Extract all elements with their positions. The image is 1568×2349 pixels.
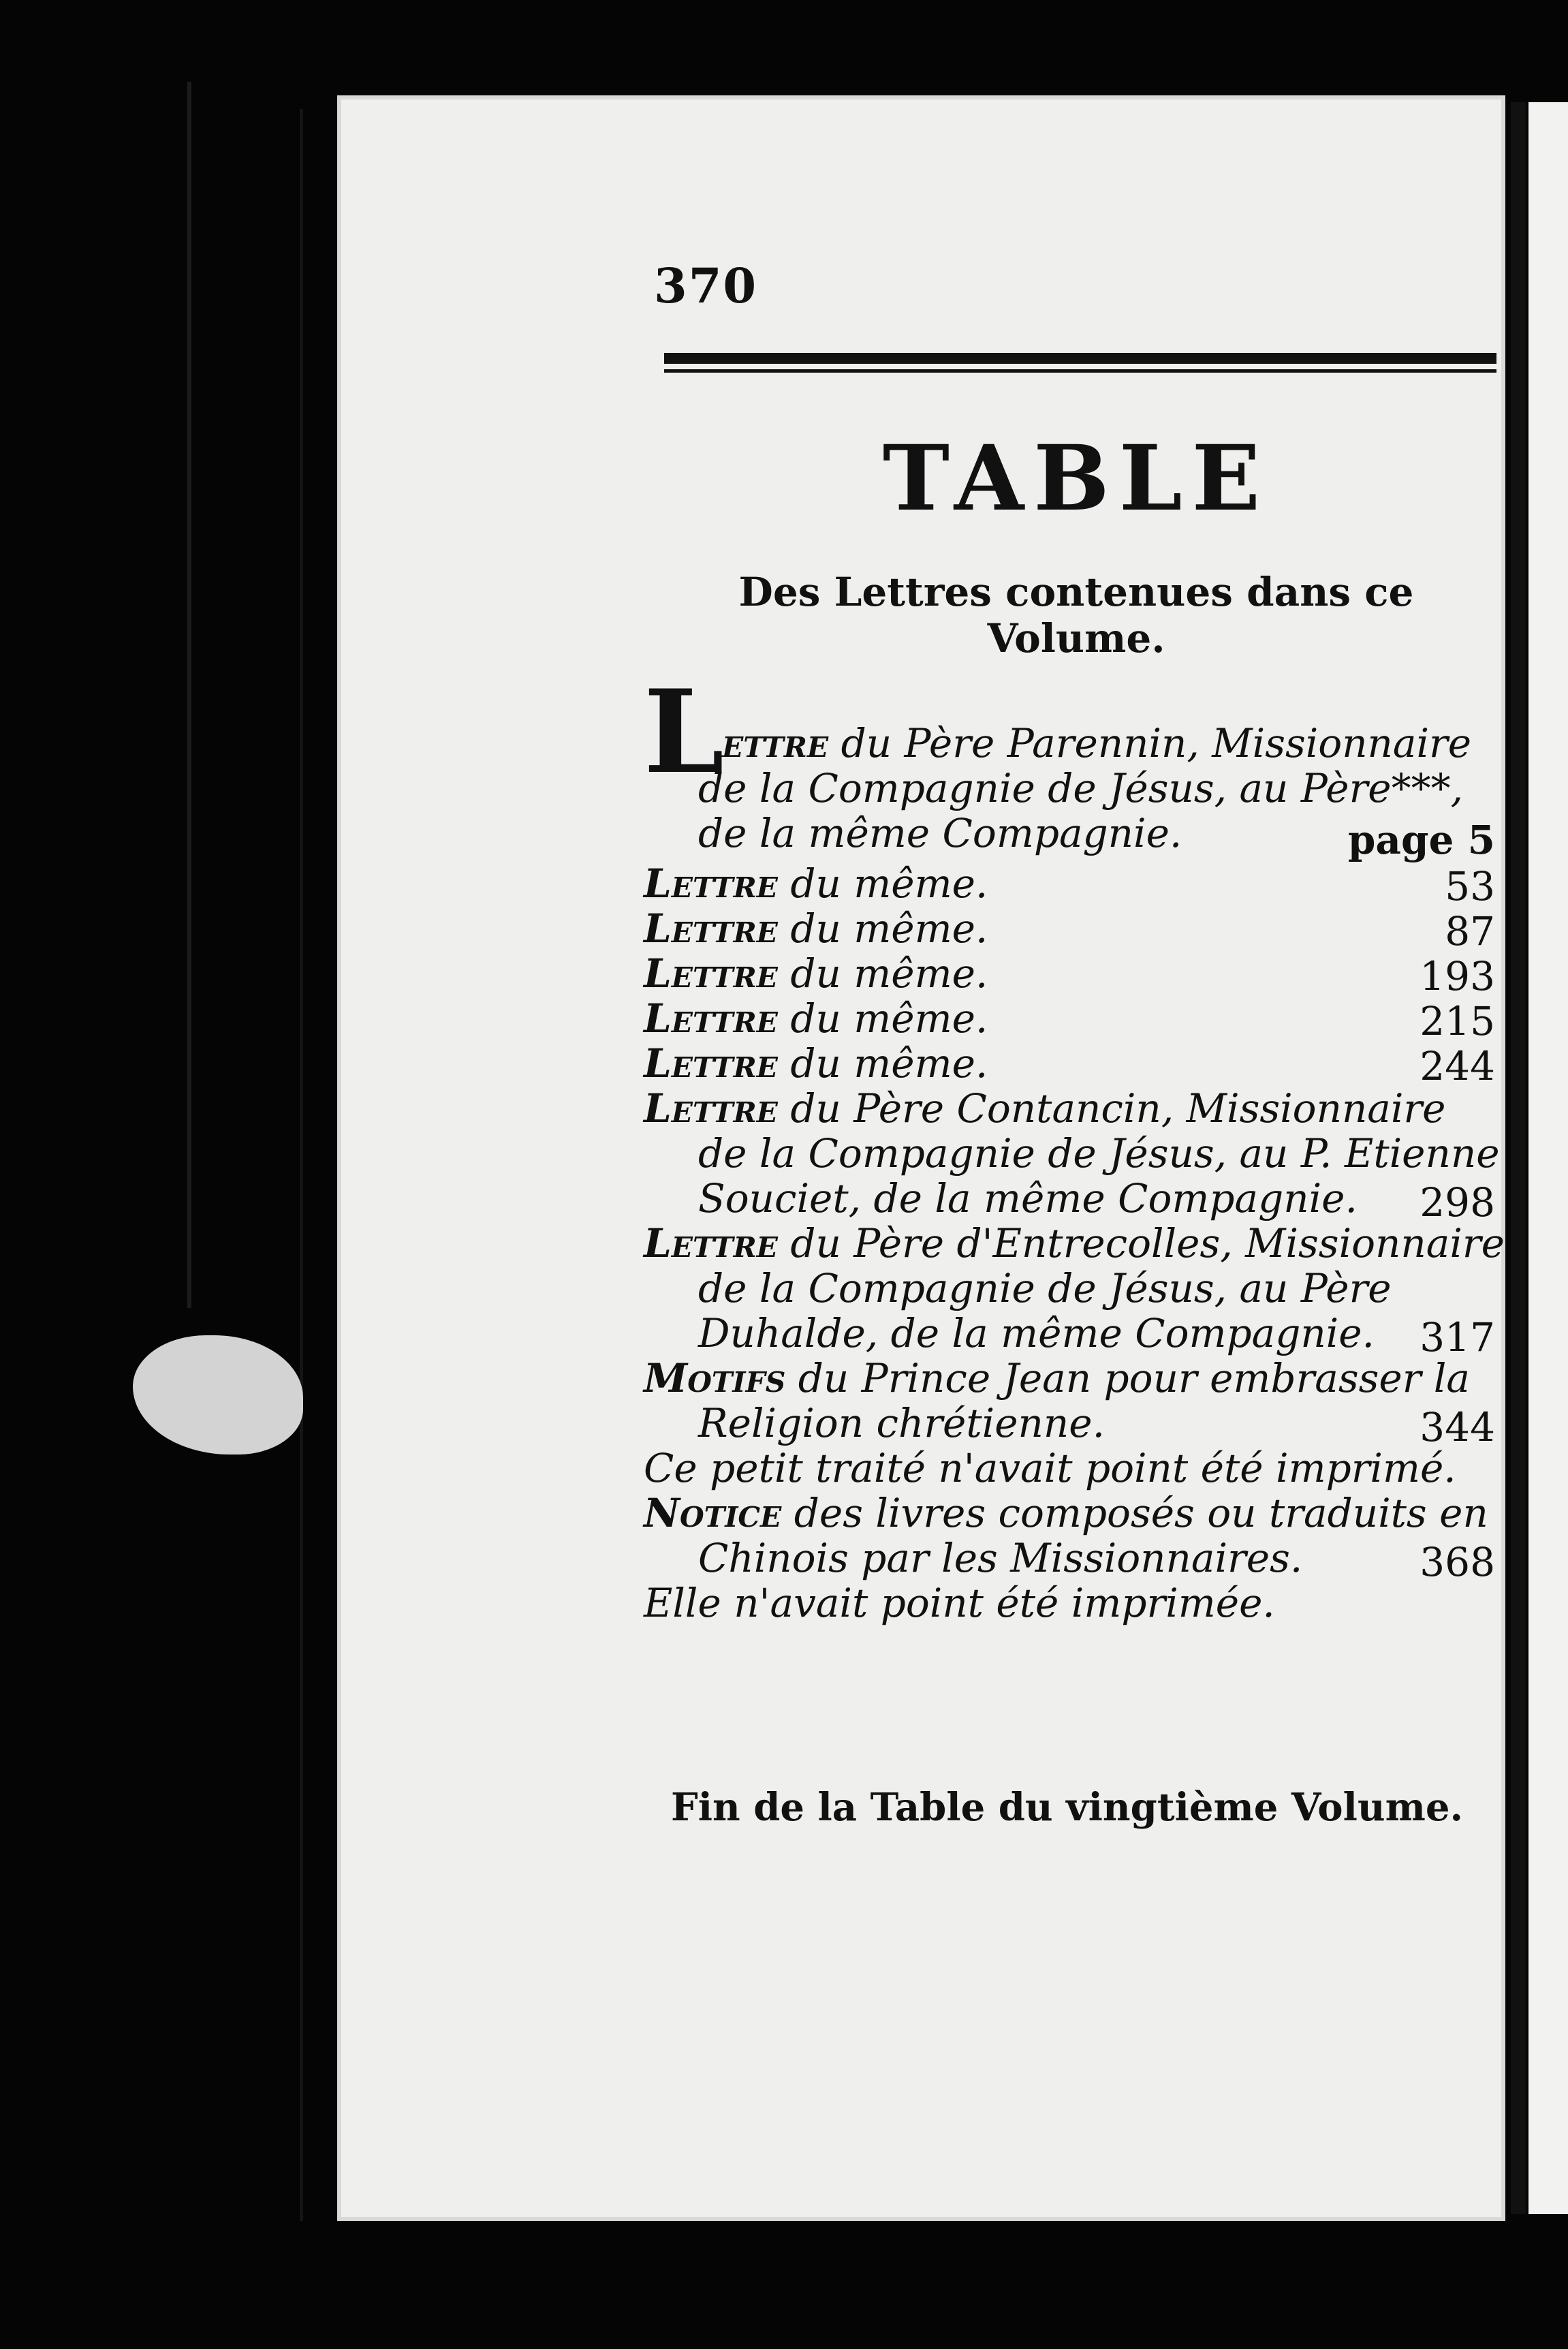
toc-entry-line: Lettre du même.: [644, 950, 988, 997]
toc-entry-line: de la Compagnie de Jésus, au Père***,: [698, 765, 1464, 811]
toc-entry-line: de la Compagnie de Jésus, au P. Etienne: [698, 1130, 1500, 1177]
toc-page-number: 244: [1420, 1043, 1495, 1089]
toc-entry-line: Lettre du Père Contancin, Missionnaire: [644, 1085, 1446, 1132]
toc-page-number: 87: [1445, 908, 1495, 954]
toc-entry-line: Religion chrétienne.: [698, 1400, 1106, 1446]
toc-page-number: 53: [1445, 863, 1495, 909]
spine-edge-line: [300, 109, 303, 2221]
toc-entry-line: Elle n'avait point été imprimée.: [644, 1580, 1275, 1626]
toc-entry-line: de la même Compagnie.: [698, 810, 1182, 856]
toc-entry-line: Lettre du même.: [644, 995, 988, 1042]
toc-page-number: 298: [1420, 1179, 1495, 1226]
toc-entry-line: Lettre du même.: [644, 905, 988, 952]
header-rule: [664, 353, 1496, 364]
page-number: 370: [654, 258, 758, 314]
toc-entry-line: Chinois par les Missionnaires.: [698, 1535, 1303, 1581]
header-rule-thin: [664, 369, 1496, 373]
page-subtitle: Des Lettres contenues dans ce Volume.: [738, 569, 1414, 662]
toc-page-number: page 5: [1347, 817, 1495, 863]
toc-entry-line: Lettre du Père d'Entrecolles, Missionnaire: [644, 1220, 1505, 1266]
toc-page-number: 193: [1420, 953, 1495, 999]
page-title: TABLE: [882, 426, 1270, 531]
toc-entry-line: Ce petit traité n'avait point été imprimé.: [644, 1445, 1456, 1491]
spine-edge-line: [187, 82, 191, 1308]
toc-entry-line: Lettre du même.: [644, 1040, 988, 1087]
toc-entry-line: Motifs du Prince Jean pour embrasser la: [644, 1355, 1470, 1401]
page-gutter: [1511, 102, 1526, 2214]
toc-entry-line: de la Compagnie de Jésus, au Père: [698, 1265, 1392, 1311]
paper-smudge: [133, 1335, 303, 1454]
toc-entry-line: Duhalde, de la même Compagnie.: [698, 1310, 1375, 1356]
table-end-note: Fin de la Table du vingtième Volume.: [671, 1785, 1463, 1830]
facing-page-edge: [1528, 102, 1568, 2214]
toc-entry-line: Notice des livres composés ou traduits en: [644, 1490, 1488, 1536]
toc-page-number: 215: [1420, 998, 1495, 1044]
toc-page-number: 344: [1420, 1404, 1495, 1450]
toc-entry-line: ettre du Père Parennin, Missionnaire: [722, 720, 1472, 766]
toc-page-number: 368: [1420, 1539, 1495, 1585]
drop-cap: L: [644, 664, 725, 799]
toc-entry-line: Souciet, de la même Compagnie.: [698, 1175, 1358, 1222]
toc-page-number: 317: [1420, 1314, 1495, 1360]
toc-entry-line: Lettre du même.: [644, 860, 988, 907]
